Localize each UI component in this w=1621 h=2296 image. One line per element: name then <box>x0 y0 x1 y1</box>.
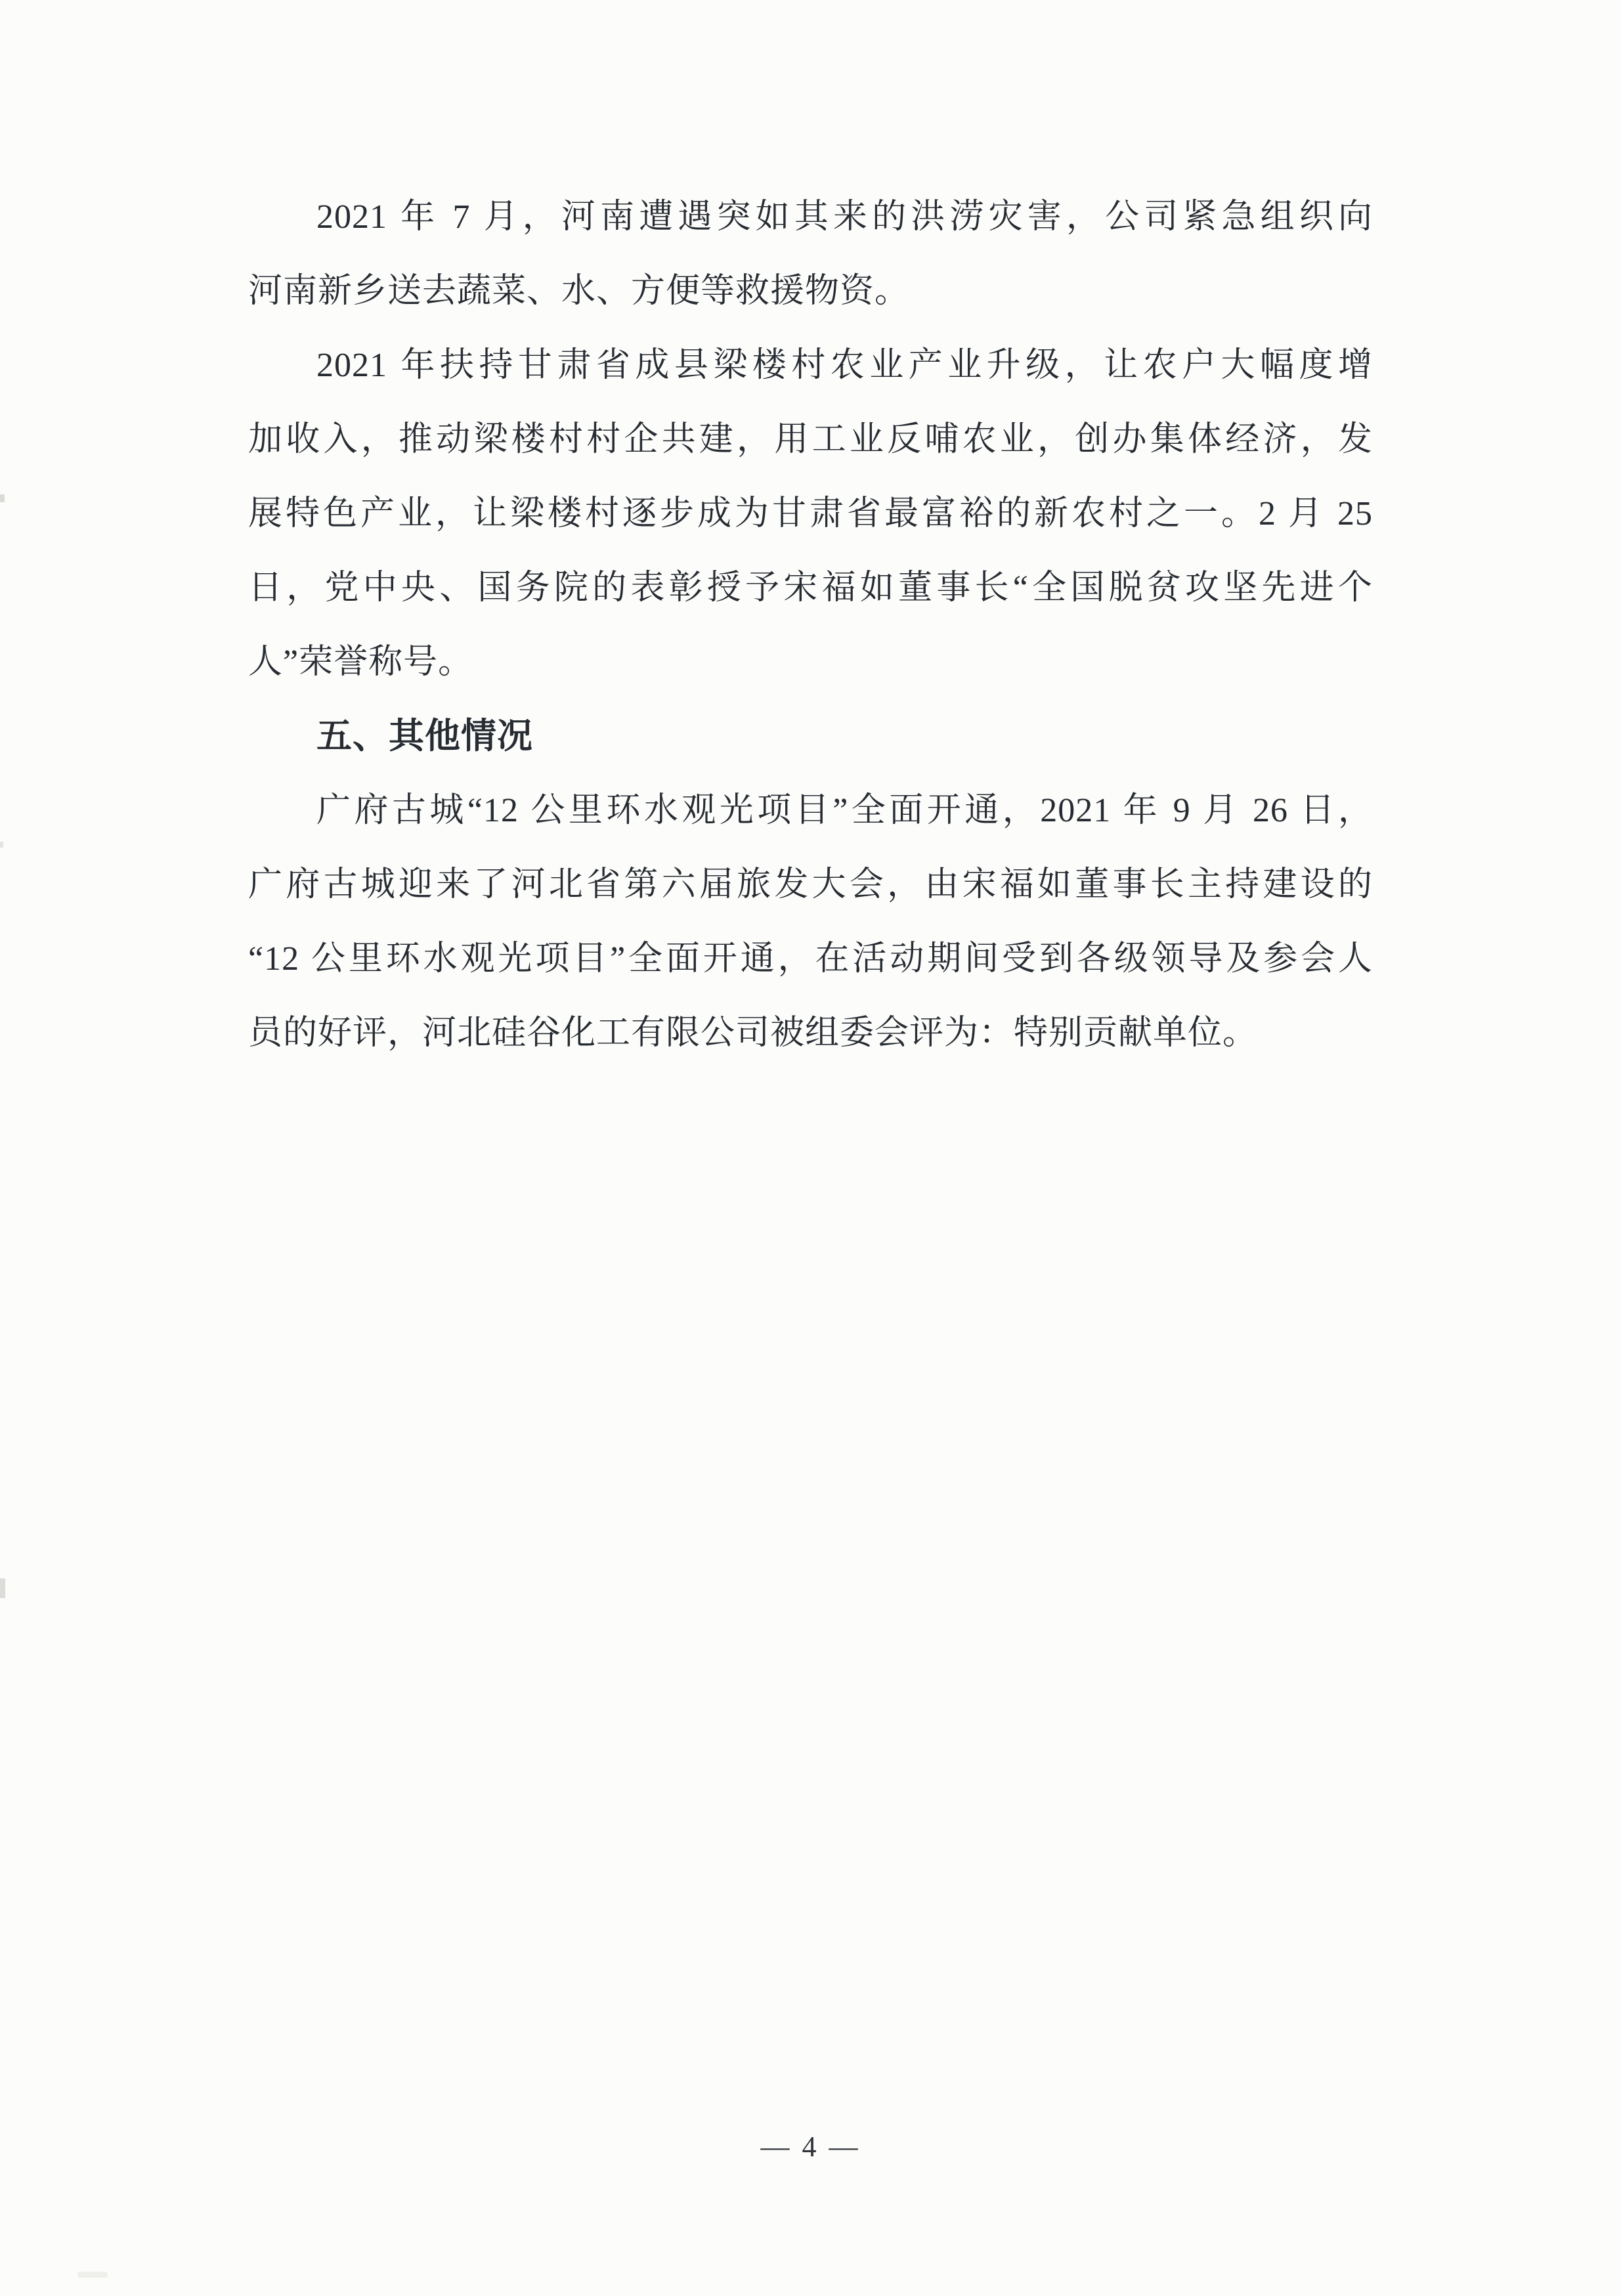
page-number: — 4 — <box>760 2131 861 2163</box>
scan-artifact <box>77 2272 108 2278</box>
paragraph-line: “12 公里环水观光项目”全面开通，在活动期间受到各级领导及参会人 <box>248 940 1373 978</box>
scan-artifact <box>0 494 5 502</box>
paragraph-line: 加收入，推动梁楼村村企共建，用工业反哺农业，创办集体经济，发 <box>248 421 1373 458</box>
paragraph-line: 2021 年扶持甘肃省成县梁楼村农业产业升级，让农户大幅度增 <box>316 347 1373 384</box>
paragraph-line: 展特色产业，让梁楼村逐步成为甘肃省最富裕的新农村之一。2 月 25 <box>248 495 1373 532</box>
paragraph-line: 河南新乡送去蔬菜、水、方便等救援物资。 <box>248 272 910 310</box>
section-heading: 五、其他情况 <box>316 716 533 756</box>
paragraph-line: 人”荣誉称号。 <box>248 643 473 681</box>
scan-artifact <box>0 1578 5 1598</box>
scan-artifact <box>0 842 3 848</box>
paragraph-line: 员的好评，河北硅谷化工有限公司被组委会评为：特别贡献单位。 <box>248 1014 1258 1052</box>
paragraph-line: 2021 年 7 月，河南遭遇突如其来的洪涝灾害，公司紧急组织向 <box>316 198 1373 236</box>
paragraph-line: 日，党中央、国务院的表彰授予宋福如董事长“全国脱贫攻坚先进个 <box>248 569 1373 607</box>
document-body <box>248 180 1373 1070</box>
paragraph-line: 广府古城迎来了河北省第六届旅发大会，由宋福如董事长主持建设的 <box>248 866 1373 903</box>
paragraph-line: 广府古城“12 公里环水观光项目”全面开通，2021 年 9 月 26 日， <box>316 792 1373 829</box>
